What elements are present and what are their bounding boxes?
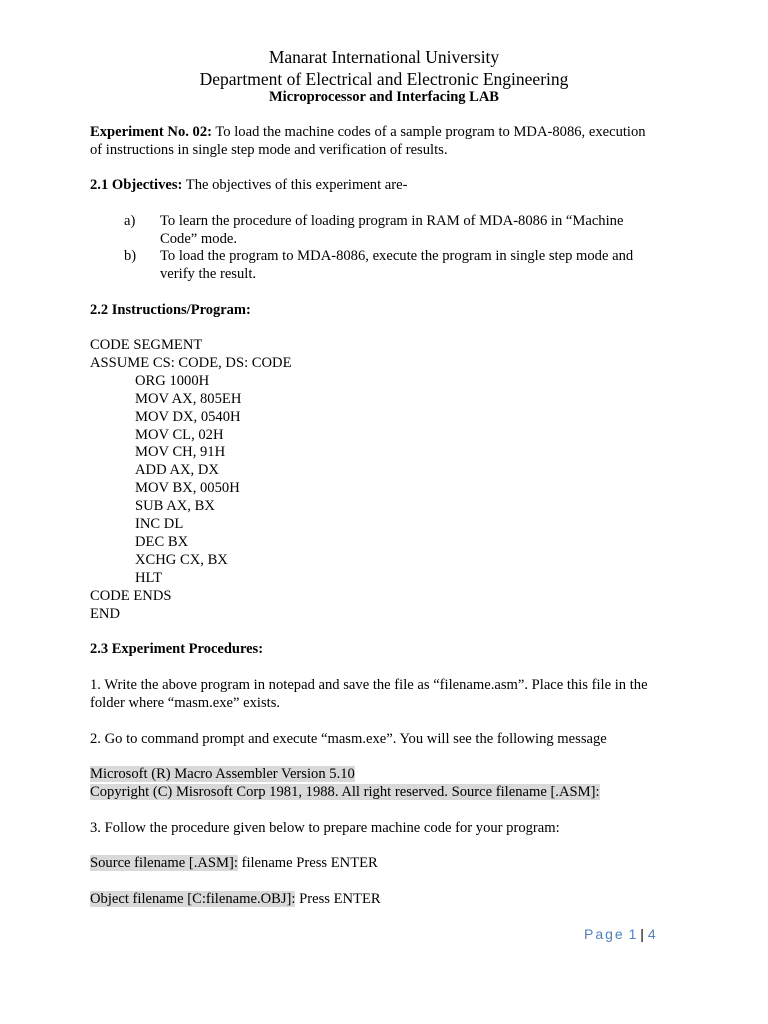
page-footer <box>584 926 656 942</box>
experiment-line-2: of instructions in single step mode and verification of results. <box>90 142 448 158</box>
code-line: ADD AX, DX <box>135 462 219 479</box>
experiment-line-1 <box>90 123 646 141</box>
program-heading: 2.2 Instructions/Program: <box>90 302 251 318</box>
step-2-text: 2. Go to command prompt and execute “masm.exe”. You will see the following message <box>90 731 607 747</box>
code-line: ASSUME CS: CODE, DS: CODE <box>90 354 292 371</box>
page-separator: | <box>640 926 644 942</box>
code-line: CODE ENDS <box>90 587 172 604</box>
objective-a-marker: a) <box>124 213 136 229</box>
object-filename-prompt: Object filename [C:filename.OBJ]: <box>90 891 296 907</box>
object-filename-line <box>90 890 381 908</box>
assembler-message-line-2 <box>90 783 600 801</box>
university-name: Manarat International University <box>268 47 500 67</box>
objectives-label: 2.1 Objectives: <box>90 177 183 193</box>
objective-a-line-2: Code” mode. <box>160 231 238 247</box>
source-filename-action: filename Press ENTER <box>237 855 378 871</box>
procedures-heading: 2.3 Experiment Procedures: <box>90 641 264 657</box>
objective-b-marker: b) <box>124 248 137 264</box>
page-word: Page <box>584 926 625 942</box>
objectives-line <box>90 176 407 194</box>
objective-a-line-1: To learn the procedure of loading program in RAM of MDA-8086 in “Machine <box>160 213 624 229</box>
assembler-copyright-text: Copyright (C) Misrosoft Corp 1981, 1988. All right reserved. Source filename [.ASM]: <box>90 784 600 800</box>
experiment-text-1: To load the machine codes of a sample program to MDA-8086, execution <box>212 124 646 140</box>
code-line: INC DL <box>135 516 184 532</box>
objective-b-line-2: verify the result. <box>160 266 257 282</box>
code-line: SUB AX, BX <box>135 498 215 515</box>
code-line: ORG 1000H <box>135 372 210 389</box>
step-1-line-2: folder where “masm.exe” exists. <box>90 695 281 711</box>
code-line: MOV CH, 91H <box>135 444 226 461</box>
code-line: END <box>90 605 120 622</box>
department-name: Department of Electrical and Electronic Engineering <box>199 69 569 89</box>
code-line: MOV BX, 0050H <box>135 480 240 497</box>
total-pages: 4 <box>647 926 656 942</box>
lab-title: Microprocessor and Interfacing LAB <box>269 89 499 105</box>
code-line: DEC BX <box>135 533 189 550</box>
step-1-line-1: 1. Write the above program in notepad and save the file as “filename.asm”. Place this file in the <box>90 677 648 693</box>
source-filename-line <box>90 854 378 872</box>
objectives-intro: The objectives of this experiment are- <box>182 177 408 193</box>
object-filename-action: Press ENTER <box>295 891 381 907</box>
code-line: MOV AX, 805EH <box>135 390 242 407</box>
code-line: HLT <box>135 569 163 586</box>
code-line: MOV CL, 02H <box>135 426 224 443</box>
step-3-text: 3. Follow the procedure given below to prepare machine code for your program: <box>90 820 560 836</box>
experiment-label: Experiment No. 02: <box>90 124 213 140</box>
code-line: XCHG CX, BX <box>135 551 228 568</box>
page-number: 1 <box>628 926 637 942</box>
assembler-message-line-1 <box>90 765 355 783</box>
assembler-version-text: Microsoft (R) Macro Assembler Version 5.10 <box>90 766 355 782</box>
source-filename-prompt: Source filename [.ASM]: <box>90 855 238 871</box>
objective-b-line-1: To load the program to MDA-8086, execute the program in single step mode and <box>160 248 634 264</box>
code-line: CODE SEGMENT <box>90 337 203 353</box>
code-line: MOV DX, 0540H <box>135 408 241 425</box>
